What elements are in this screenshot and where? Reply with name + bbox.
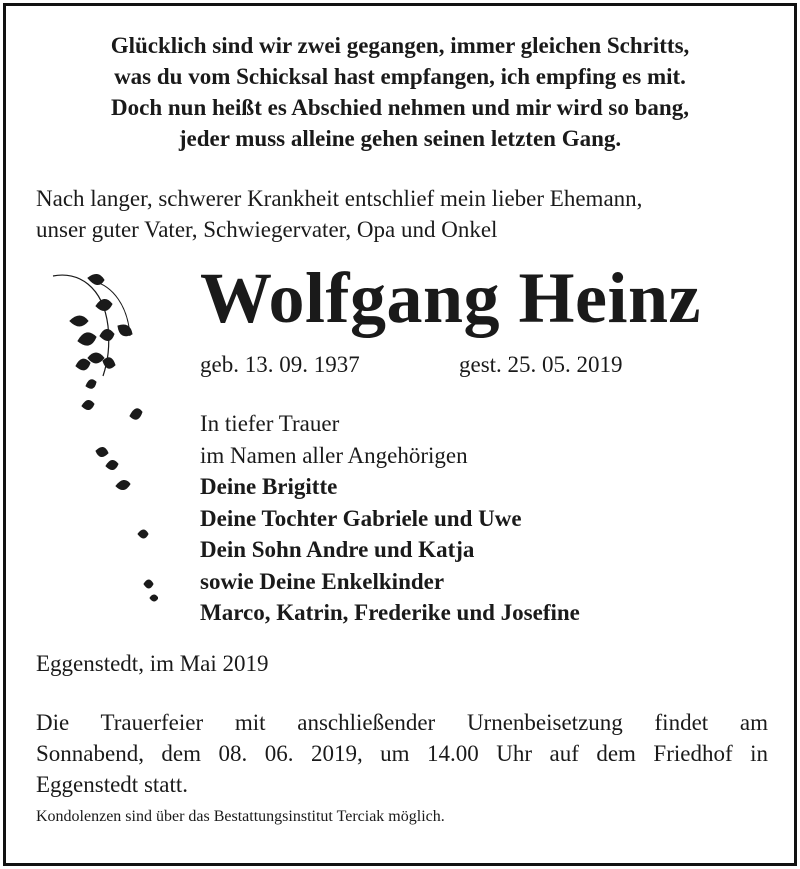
deceased-name: Wolfgang Heinz	[200, 258, 702, 338]
place-date: Eggenstedt, im Mai 2019	[36, 651, 269, 676]
service-text	[36, 707, 768, 800]
intro-line: unser guter Vater, Schwiegervater, Opa und Onkel	[36, 217, 498, 242]
intro-text	[36, 183, 776, 245]
mourning-line: In tiefer Trauer	[200, 411, 340, 436]
service-line: Sonnabend, dem 08. 06. 2019, um 14.00 Uhr auf dem Friedhof in	[36, 741, 768, 766]
service-line: Eggenstedt statt.	[36, 772, 189, 797]
poem-line: Glücklich sind wir zwei gegangen, immer gleichen Schritts,	[110, 33, 690, 58]
mourner-name: Deine Brigitte	[200, 474, 338, 499]
death-date: gest. 25. 05. 2019	[459, 352, 623, 377]
mourners-block	[200, 408, 580, 629]
mourner-name: Deine Tochter Gabriele und Uwe	[200, 505, 522, 531]
condolence-note: Kondolenzen sind über das Bestattungsinstitut Terciak möglich.	[36, 808, 445, 825]
relatives-line: im Namen aller Angehörigen	[200, 442, 468, 468]
falling-leaves-icon	[48, 266, 158, 616]
birth-date: geb. 13. 09. 1937	[200, 352, 360, 377]
poem-line: was du vom Schicksal hast empfangen, ich empfing es mit.	[114, 64, 686, 89]
service-line: Die Trauerfeier mit anschließender Urnenbeisetzung findet am	[36, 710, 768, 735]
poem	[20, 30, 780, 154]
mourner-name: Marco, Katrin, Frederike und Josefine	[200, 600, 580, 625]
mourner-name: sowie Deine Enkelkinder	[200, 568, 445, 594]
intro-line: Nach langer, schwerer Krankheit entschlief mein lieber Ehemann,	[36, 186, 643, 211]
mourner-name: Dein Sohn Andre und Katja	[200, 537, 475, 562]
poem-line: jeder muss alleine gehen seinen letzten Gang.	[178, 126, 622, 151]
poem-line: Doch nun heißt es Abschied nehmen und mir wird so bang,	[111, 95, 689, 120]
